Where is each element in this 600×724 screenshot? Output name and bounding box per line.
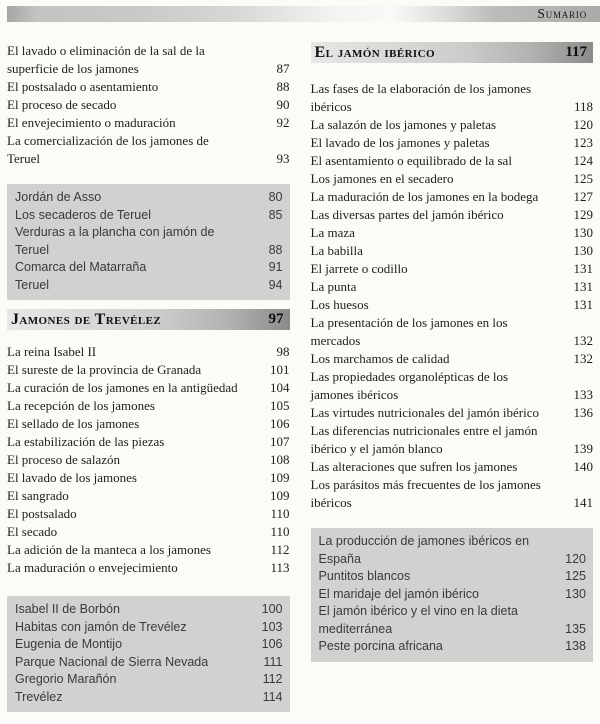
toc-entry-page: 104 xyxy=(270,380,290,395)
sidebar-entry-title: Trevélez xyxy=(15,689,63,704)
sidebar-entry-page: 100 xyxy=(261,602,283,616)
toc-entry-title: La babilla xyxy=(310,243,363,258)
toc-entry xyxy=(7,505,290,523)
sidebar-entry xyxy=(15,689,283,707)
sidebar-entry xyxy=(15,601,283,619)
toc-entry xyxy=(7,114,290,132)
toc-entry-title: La presentación de los jamones en los mercados xyxy=(310,315,508,348)
sidebar-entry-title: Peste porcina africana xyxy=(318,639,443,653)
sidebar-entry-page: 103 xyxy=(261,619,283,634)
sidebar-entry-page: 111 xyxy=(263,654,283,669)
toc-entry-title: La comercialización de los jamones de Teruel xyxy=(7,133,209,166)
toc-list-trevelez xyxy=(7,343,290,577)
toc-entry-page: 129 xyxy=(573,207,593,222)
sidebar-entry-title: Verduras a la plancha con jamón de Teruel xyxy=(15,225,215,257)
section-title: Jamones de Trevélez xyxy=(11,310,162,328)
sidebar-box-trevelez xyxy=(7,596,290,712)
toc-entry-title: La estabilización de las piezas xyxy=(7,434,165,449)
toc-entry-title: La maduración de los jamones en la bodega xyxy=(310,189,539,204)
sidebar-entry-title: Comarca del Matarraña xyxy=(15,260,147,274)
sidebar-entry-page: 138 xyxy=(565,639,586,653)
toc-entry xyxy=(311,296,594,314)
toc-entry-page: 87 xyxy=(276,61,290,76)
toc-entry-title: El sangrado xyxy=(7,488,69,503)
toc-entry-title: La salazón de los jamones y paletas xyxy=(310,117,497,132)
toc-entry-page: 109 xyxy=(270,470,290,485)
toc-entry-page: 109 xyxy=(270,488,290,503)
toc-entry-page: 118 xyxy=(573,99,593,114)
toc-entry-title: Las diversas partes del jamón ibérico xyxy=(310,207,504,222)
toc-entry-page: 141 xyxy=(573,495,593,510)
toc-list-iberico xyxy=(311,80,594,512)
toc-entry-title: El secado xyxy=(7,524,58,539)
toc-entry xyxy=(311,476,594,512)
toc-entry xyxy=(311,368,594,404)
toc-entry-page: 127 xyxy=(573,189,593,204)
section-page-number: 97 xyxy=(268,311,284,327)
sidebar-entry xyxy=(319,603,587,638)
sidebar-entry-page: 135 xyxy=(565,621,586,636)
toc-entry xyxy=(7,361,290,379)
toc-entry-title: El asentamiento o equilibrado de la sal xyxy=(310,153,512,168)
section-title: El jamón ibérico xyxy=(314,43,435,61)
toc-entry xyxy=(7,469,290,487)
sidebar-entry-page: 94 xyxy=(268,277,283,292)
toc-entry-page: 105 xyxy=(270,398,290,413)
sidebar-entry-title: Eugenia de Montijo xyxy=(15,637,123,651)
toc-entry xyxy=(7,78,290,96)
toc-entry-title: El sellado de los jamones xyxy=(7,416,140,431)
sidebar-entry xyxy=(319,533,587,568)
toc-entry-page: 124 xyxy=(573,153,593,168)
toc-entry-title: Los parásitos más frecuentes de los jamones ibéricos xyxy=(310,477,541,510)
toc-entry xyxy=(7,451,290,469)
sidebar-entry xyxy=(15,189,283,207)
toc-entry-page: 92 xyxy=(276,115,290,130)
sidebar-entry-page: 85 xyxy=(268,207,283,222)
toc-entry xyxy=(7,541,290,559)
toc-entry-page: 132 xyxy=(573,333,593,348)
toc-entry-title: Las fases de la elaboración de los jamones ibéricos xyxy=(310,81,532,114)
toc-entry xyxy=(311,350,594,368)
toc-list-teruel-tail xyxy=(7,42,290,168)
sidebar-entry xyxy=(319,638,587,656)
sidebar-entry-page: 112 xyxy=(262,672,283,686)
sidebar-entry xyxy=(15,619,283,637)
sidebar-entry-page: 120 xyxy=(565,551,586,566)
toc-entry-title: El postsalado o asentamiento xyxy=(7,79,159,94)
toc-entry-title: Las alteraciones que sufren los jamones xyxy=(310,459,518,474)
toc-entry-page: 90 xyxy=(276,97,290,112)
sidebar-entry-title: Isabel II de Borbón xyxy=(15,602,120,616)
toc-entry xyxy=(311,224,594,242)
toc-entry xyxy=(7,559,290,577)
toc-entry-page: 131 xyxy=(573,279,593,294)
toc-entry-title: El jarrete o codillo xyxy=(310,261,408,276)
toc-entry-title: El lavado de los jamones y paletas xyxy=(310,135,490,150)
toc-entry-title: Las virtudes nutricionales del jamón ibérico xyxy=(310,405,540,420)
toc-entry xyxy=(7,523,290,541)
toc-entry xyxy=(7,343,290,361)
toc-entry xyxy=(311,206,594,224)
sidebar-entry-page: 130 xyxy=(565,586,586,601)
toc-entry-title: Los huesos xyxy=(310,297,369,312)
sidebar-entry xyxy=(15,259,283,277)
toc-entry xyxy=(311,260,594,278)
toc-entry xyxy=(311,242,594,260)
sidebar-entry-title: Gregorio Marañón xyxy=(15,672,117,686)
sidebar-entry-title: Puntitos blancos xyxy=(318,569,411,583)
sidebar-box-iberico xyxy=(311,528,594,662)
toc-entry xyxy=(311,278,594,296)
sidebar-entry-page: 125 xyxy=(565,569,586,583)
page-title: Sumario xyxy=(537,6,587,21)
sidebar-entry-page: 88 xyxy=(268,242,283,257)
sidebar-entry-page: 106 xyxy=(261,637,283,651)
toc-entry xyxy=(7,415,290,433)
sidebar-box-teruel xyxy=(7,184,290,300)
toc-entry-title: La maduración o envejecimiento xyxy=(7,560,178,575)
sidebar-entry xyxy=(15,207,283,225)
toc-entry-page: 123 xyxy=(573,135,593,150)
toc-entry-page: 130 xyxy=(573,225,593,240)
sidebar-entry-title: Parque Nacional de Sierra Nevada xyxy=(15,654,209,669)
toc-entry xyxy=(311,458,594,476)
sidebar-entry-page: 114 xyxy=(262,689,283,704)
toc-entry xyxy=(7,42,290,78)
section-page-number: 117 xyxy=(565,44,587,60)
toc-entry-page: 140 xyxy=(573,459,593,474)
page-header-bar xyxy=(7,6,600,22)
toc-entry-page: 136 xyxy=(573,405,593,420)
toc-entry xyxy=(311,314,594,350)
toc-entry-title: El envejecimiento o maduración xyxy=(7,115,176,130)
toc-entry-title: El lavado de los jamones xyxy=(7,470,137,485)
toc-entry-page: 120 xyxy=(573,117,593,132)
sidebar-entry-title: Habitas con jamón de Trevélez xyxy=(15,619,187,634)
toc-entry-title: El sureste de la provincia de Granada xyxy=(7,362,202,377)
section-header-iberico xyxy=(311,42,594,63)
toc-entry xyxy=(7,433,290,451)
sidebar-entry-title: Los secaderos de Teruel xyxy=(15,207,151,222)
sidebar-entry xyxy=(319,586,587,604)
toc-entry xyxy=(311,170,594,188)
toc-entry xyxy=(7,397,290,415)
toc-entry-title: El proceso de secado xyxy=(7,97,117,112)
toc-entry-title: La recepción de los jamones xyxy=(7,398,155,413)
toc-entry-page: 125 xyxy=(573,171,593,186)
toc-entry-page: 139 xyxy=(573,441,593,456)
toc-column-right xyxy=(311,34,594,662)
toc-entry-page: 110 xyxy=(270,506,290,521)
toc-entry xyxy=(7,132,290,168)
toc-entry xyxy=(311,152,594,170)
toc-entry-page: 108 xyxy=(270,452,290,467)
toc-entry-page: 98 xyxy=(276,344,290,359)
sidebar-entry-title: Jordán de Asso xyxy=(15,190,102,204)
toc-entry xyxy=(311,134,594,152)
toc-entry-title: Las diferencias nutricionales entre el jamón ibérico y el jamón blanco xyxy=(310,423,538,456)
toc-entry xyxy=(311,80,594,116)
toc-entry-page: 101 xyxy=(270,362,290,377)
sidebar-entry xyxy=(319,568,587,586)
sidebar-entry-page: 80 xyxy=(268,190,283,204)
sidebar-entry-title: La producción de jamones ibéricos en España xyxy=(318,534,530,566)
toc-entry-title: El proceso de salazón xyxy=(7,452,120,467)
toc-entry-title: La curación de los jamones en la antigüedad xyxy=(7,380,238,395)
sidebar-entry xyxy=(15,671,283,689)
sidebar-entry xyxy=(15,654,283,672)
toc-entry-page: 88 xyxy=(276,79,290,94)
toc-entry-page: 132 xyxy=(573,351,593,366)
toc-entry-title: El lavado o eliminación de la sal de la superficie de los jamones xyxy=(7,43,205,76)
toc-entry-title: La punta xyxy=(310,279,357,294)
sidebar-entry-title: El maridaje del jamón ibérico xyxy=(318,586,479,601)
toc-entry-page: 133 xyxy=(573,387,593,402)
toc-entry-title: La reina Isabel II xyxy=(7,344,97,359)
toc-entry-page: 110 xyxy=(270,524,290,539)
toc-entry-page: 106 xyxy=(270,416,290,431)
sidebar-entry-title: El jamón ibérico y el vino en la dieta mediterránea xyxy=(318,604,518,636)
toc-entry-title: El postsalado xyxy=(7,506,77,521)
toc-entry xyxy=(7,96,290,114)
sidebar-entry xyxy=(15,277,283,295)
toc-entry-title: Los marchamos de calidad xyxy=(310,351,450,366)
toc-entry xyxy=(7,379,290,397)
toc-entry-page: 131 xyxy=(573,297,593,312)
toc-content xyxy=(7,34,593,712)
toc-entry-title: La adición de la manteca a los jamones xyxy=(7,542,211,557)
toc-entry-title: La maza xyxy=(310,225,355,240)
toc-entry-page: 107 xyxy=(270,434,290,449)
toc-entry-page: 131 xyxy=(573,261,593,276)
toc-column-left xyxy=(7,34,290,712)
toc-entry-page: 130 xyxy=(573,243,593,258)
toc-entry xyxy=(311,404,594,422)
toc-entry-title: Las propiedades organolépticas de los jamones ibéricos xyxy=(310,369,509,402)
toc-entry-page: 93 xyxy=(276,151,290,166)
section-header-trevelez xyxy=(7,309,290,330)
toc-entry-page: 113 xyxy=(270,560,290,575)
sidebar-entry-page: 91 xyxy=(268,260,283,274)
toc-entry xyxy=(311,188,594,206)
toc-entry xyxy=(311,116,594,134)
sidebar-entry xyxy=(15,636,283,654)
toc-entry xyxy=(311,422,594,458)
toc-entry-title: Los jamones en el secadero xyxy=(310,171,454,186)
toc-entry xyxy=(7,487,290,505)
toc-entry-page: 112 xyxy=(270,542,290,557)
sidebar-entry xyxy=(15,224,283,259)
sidebar-entry-title: Teruel xyxy=(15,277,50,292)
